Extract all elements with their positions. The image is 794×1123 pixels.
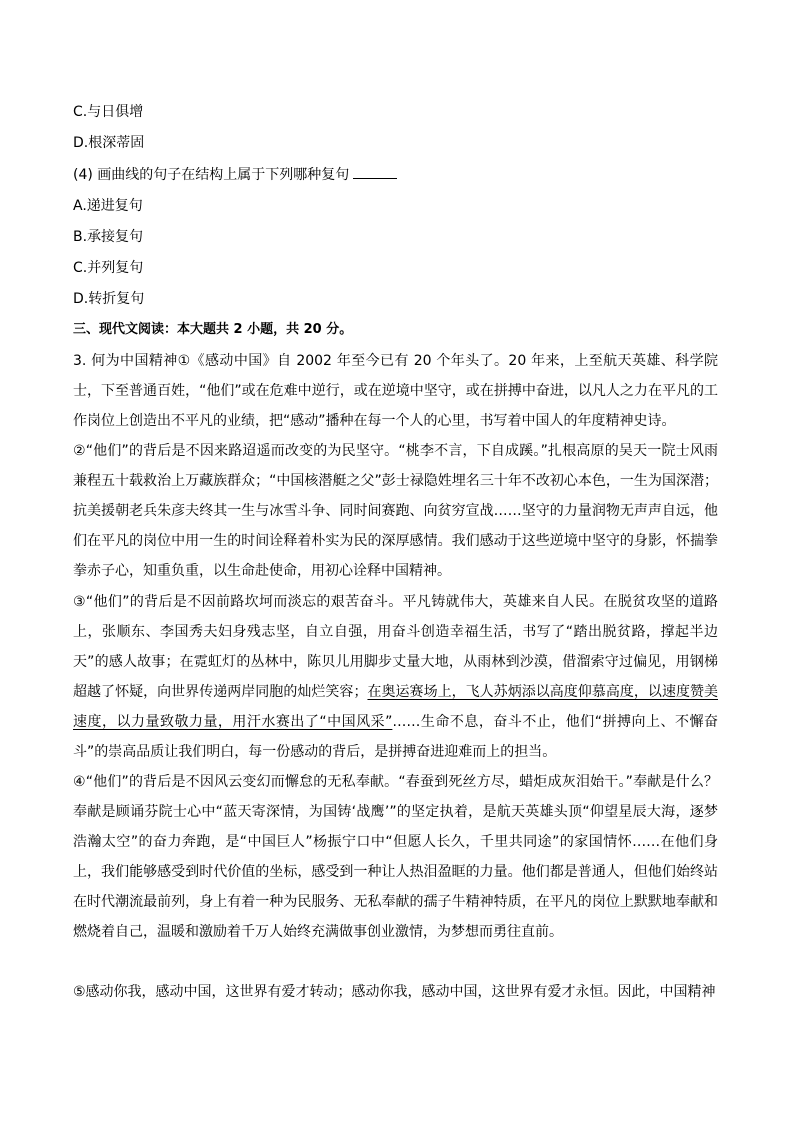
paragraph-3-text: ③“他们”的背后是不因前路坎坷而淡忘的艰苦奋斗。平凡铸就伟大，英雄来自人民。在脱贫攻坚的道路上，张顺东、李国秀夫妇身残志坚，自立自强，用奋斗创造幸福生活，书写了“踏出脱贫路，撑起半边天”的感人故事；在霓虹灯的丛林中，陈贝儿用脚步丈量大地，从雨林到沙漠，借溜索守过偏见，用钢梯超越了怀疑，向世界传递两岸同胞的灿烂笑容； [73, 594, 718, 700]
option-d: D.转折复句 [73, 291, 145, 307]
option-b: B.承接复句 [73, 229, 144, 245]
paragraph-3-ending: ……生命不息，奋斗不止，他们“拼搏向上、不懈奋斗”的崇高品质让我们明白，每一份感动的背后，是拼搏奋进迎难而上的担当。 [73, 714, 718, 760]
option-c: C.并列复句 [73, 260, 144, 276]
passage-paragraph-2: ②“他们”的背后是不因来路迢遥而改变的为民坚守。“桃李不言，下自成蹊。”扎根高原的吴天一院士风雨兼程五十载救治上万藏族群众；“中国核潜艇之父”彭士禄隐姓埋名三十年不改初心本色，一生为国深潜；抗美援朝老兵朱彦夫终其一生与冰雪斗争、同时间赛跑、向贫穷宣战……坚守的力量润物无声声自远，他们在平凡的岗位中用一生的时间诠释着朴实为民的深厚感情。我们感动于这些逆境中坚守的身影，怀揣拳拳赤子心，知重负重，以生命赴使命，用初心诠释中国精神。 [73, 443, 718, 579]
question-4-text: (4) 画曲线的句子在结构上属于下列哪种复句 [73, 167, 350, 183]
option-c-prev: C.与日俱增 [73, 104, 144, 120]
passage-paragraph-4: ④“他们”的背后是不因风云变幻而懈怠的无私奉献。“春蚕到死丝方尽，蜡炬成灰泪始干。”奉献是什么？奉献是顾诵芬院士心中“蓝天寄深情，为国铸‘战鹰’”的坚定执着，是航天英雄头顶“仰望星辰大海，逐梦浩瀚太空”的奋力奔跑，是“中国巨人”杨振宁口中“但愿人长久，千里共同途”的家国情怀……在他们身上，我们能够感受到时代价值的坐标，感受到一种让人热泪盈眶的力量。他们都是普通人，但他们始终站在时代潮流最前列，身上有着一种为民服务、无私奉献的孺子牛精神特质，在平凡的岗位上默默地奉献和燃烧着自己，温暖和激励着千万人始终充满做事创业激情，为梦想而勇往直前。 [73, 774, 718, 940]
section-heading: 三、现代文阅读：本大题共 2 小题，共 20 分。 [73, 322, 353, 337]
passage-paragraph-1: 3. 何为中国精神①《感动中国》自 2002 年至今已有 20 个年头了。20 年来，上至航天英雄、科学院士，下至普通百姓，“他们”或在危难中逆行，或在逆境中坚守，或在拼搏中奋进，以凡人之力在平凡的工作岗位上创造出不平凡的业绩，把“感动”播种在每一个人的心里，书写着中国人的年度精神史诗。 [73, 353, 718, 429]
passage-paragraph-5: ⑤感动你我，感动中国，这世界有爱才转动；感动你我，感动中国，这世界有爱才永恒。因此，中国精神 [73, 984, 716, 1000]
option-d-prev: D.根深蒂固 [73, 135, 145, 151]
option-a: A.递进复句 [73, 198, 143, 214]
underlined-sentence: 在奥运赛场上，飞人苏炳添以高度仰慕高度，以速度赞美速度，以力量致敬力量，用汗水赛出了“中国风采” [73, 684, 719, 730]
answer-blank [353, 164, 397, 179]
question-4-stem [73, 164, 397, 184]
passage-paragraph-3 [73, 587, 718, 767]
